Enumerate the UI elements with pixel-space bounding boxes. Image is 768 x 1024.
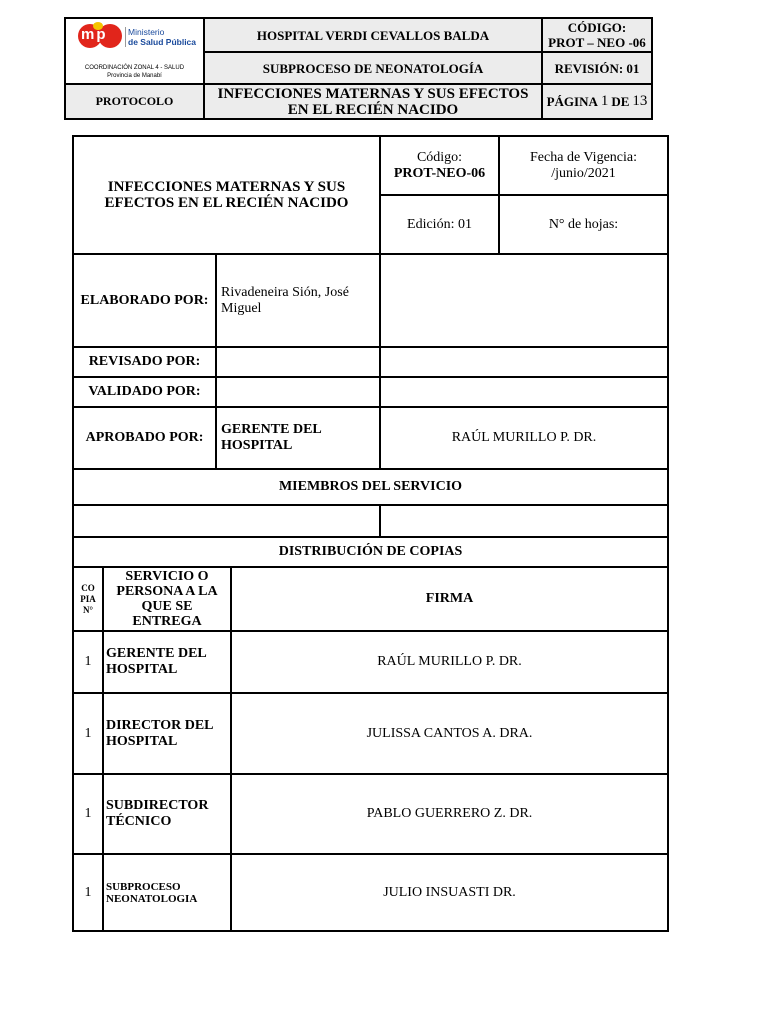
col-copia-header: CO PIA N°: [80, 582, 96, 615]
logo-ministry-text: Ministerio de Salud Pública: [128, 27, 197, 47]
hospital-name: HOSPITAL VERDI CEVALLOS BALDA: [256, 27, 490, 43]
header-subproceso: SUBPROCESO DE NEONATOLOGÍA: [262, 60, 484, 76]
elaborado-value: Rivadeneira Sión, José Miguel: [221, 284, 349, 316]
table-row-servicio: GERENTE DEL HOSPITAL: [106, 646, 206, 677]
table-row-firma: PABLO GUERRERO Z. DR.: [366, 806, 533, 821]
header-revision: REVISIÓN: 01: [554, 60, 640, 76]
distribucion-heading: DISTRIBUCIÓN DE COPIAS: [278, 544, 463, 559]
header-pagina: PÁGINA 1 DE 13: [546, 93, 648, 109]
table-row-copia: 1: [84, 884, 92, 900]
aprobado-label: APROBADO POR:: [85, 430, 204, 445]
aprobado-cargo: GERENTE DEL HOSPITAL: [221, 422, 321, 453]
col-servicio-header: SERVICIO O PERSONA A LA QUE SE ENTREGA: [116, 569, 218, 629]
table-row-servicio: DIRECTOR DEL HOSPITAL: [106, 717, 213, 749]
doc-title: INFECCIONES MATERNAS Y SUS EFECTOS EN EL RECIÉN NACIDO: [104, 179, 349, 211]
table-row-servicio: SUBPROCESO NEONATOLOGIA: [106, 880, 198, 905]
table-row-copia: 1: [84, 654, 92, 669]
table-row-firma: RAÚL MURILLO P. DR.: [377, 654, 522, 669]
table-row-firma: JULISSA CANTOS A. DRA.: [366, 725, 533, 741]
doc-codigo: Código: PROT-NEO-06: [393, 149, 486, 181]
table-row-copia: 1: [84, 725, 92, 741]
table-row-firma: JULIO INSUASTI DR.: [383, 884, 516, 900]
miembros-heading: MIEMBROS DEL SERVICIO: [278, 479, 463, 494]
doc-edicion: Edición: 01: [407, 216, 472, 232]
table-row-copia: 1: [84, 806, 92, 821]
aprobado-nombre: RAÚL MURILLO P. DR.: [451, 430, 597, 445]
table-row-servicio: SUBDIRECTOR TÉCNICO: [106, 798, 209, 829]
elaborado-label: ELABORADO POR:: [80, 292, 209, 308]
ministry-logo: [66, 19, 203, 83]
header-protocolo: PROTOCOLO: [95, 94, 174, 108]
validado-label: VALIDADO POR:: [88, 384, 201, 399]
doc-vigencia: Fecha de Vigencia: /junio/2021: [530, 149, 637, 181]
revisado-label: REVISADO POR:: [88, 354, 201, 369]
logo-mark-icon: mp: [78, 24, 124, 48]
header-title: INFECCIONES MATERNAS Y SUS EFECTOS EN EL RECIÉN NACIDO: [217, 85, 529, 118]
header-codigo: CÓDIGO: PROT – NEO -06: [548, 20, 646, 50]
doc-hojas: N° de hojas:: [548, 216, 619, 232]
col-firma-header: FIRMA: [425, 591, 474, 606]
logo-zone-text: COORDINACIÓN ZONAL 4 - SALUD Provincia de Manabí: [84, 65, 185, 79]
